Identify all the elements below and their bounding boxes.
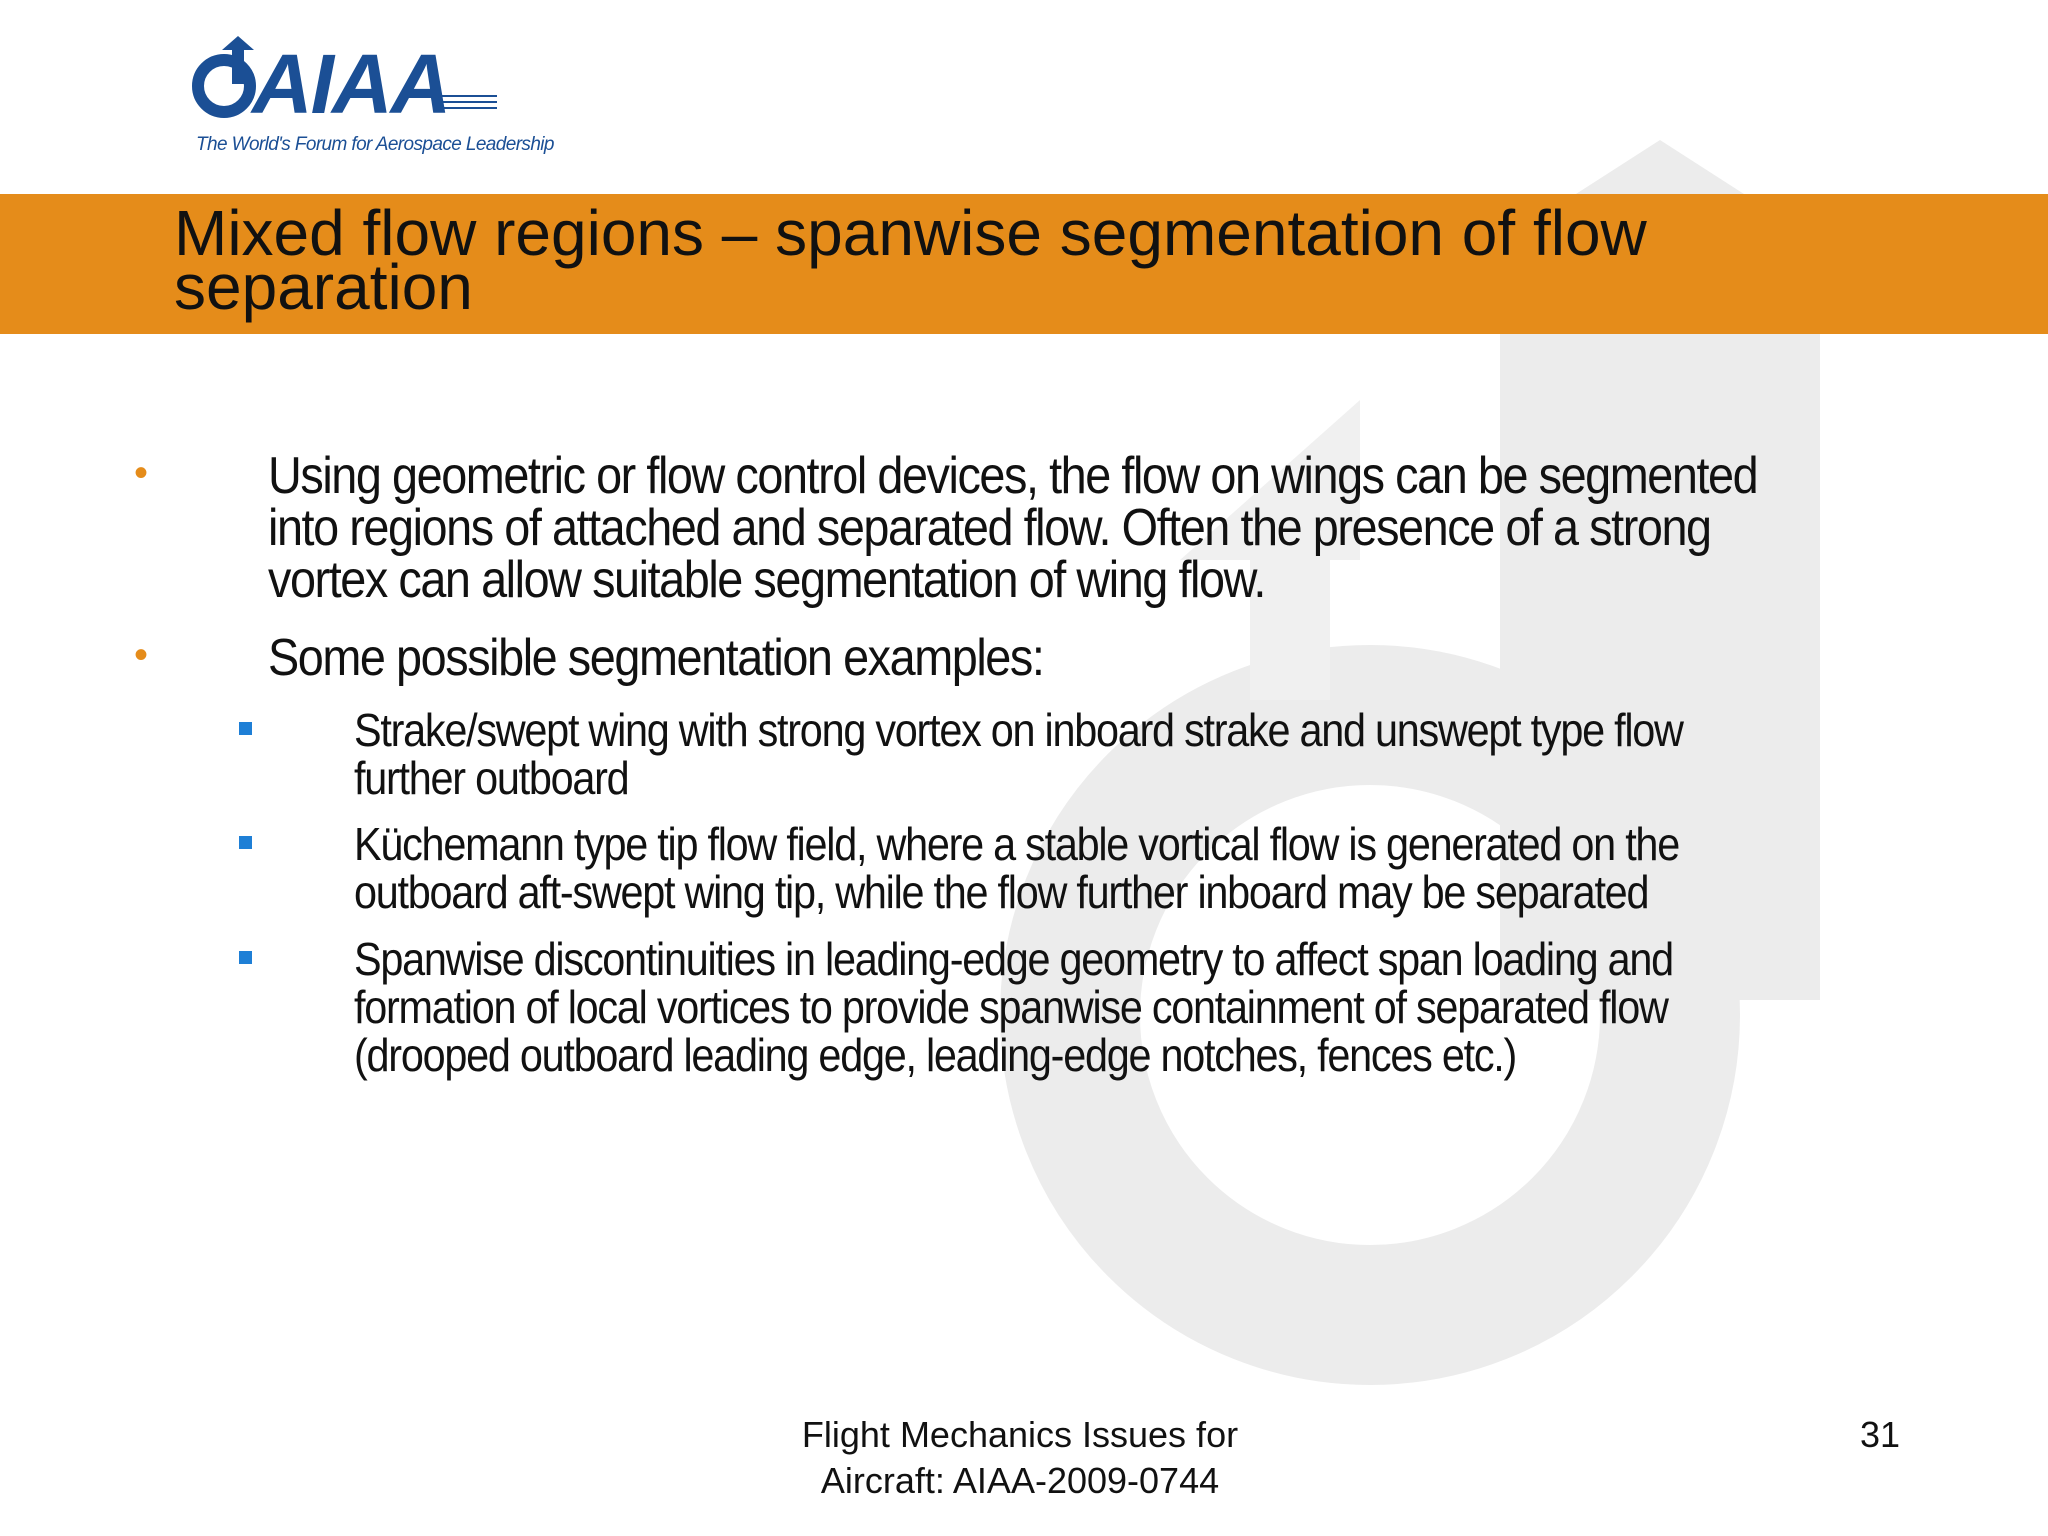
subbullet-line: further outboard bbox=[354, 752, 629, 804]
subbullet-line: Strake/swept wing with strong vortex on inboard strake and unswept type flow bbox=[354, 704, 1683, 756]
subbullet-text bbox=[354, 820, 1830, 916]
subbullet-marker bbox=[239, 836, 252, 849]
page-number: 31 bbox=[1859, 1414, 1900, 1455]
logo-wordmark: AIAA bbox=[252, 37, 450, 131]
logo-tagline: The World's Forum for Aerospace Leadership bbox=[196, 134, 554, 155]
footer-line-2: Aircraft: AIAA-2009-0744 bbox=[820, 1460, 1220, 1501]
footer-line-1: Flight Mechanics Issues for bbox=[801, 1414, 1239, 1455]
subbullet-line: formation of local vortices to provide spanwise containment of separated flow bbox=[354, 981, 1668, 1033]
title-line-2: separation bbox=[174, 251, 473, 323]
subbullet-line: Spanwise discontinuities in leading-edge geometry to affect span loading and bbox=[354, 933, 1673, 985]
subbullet-line: Küchemann type tip flow field, where a stable vortical flow is generated on the bbox=[354, 818, 1679, 870]
bullet-marker: • bbox=[134, 633, 149, 677]
bullet-line: Some possible segmentation examples: bbox=[268, 629, 1044, 687]
subbullet-text bbox=[354, 706, 1830, 802]
bullet-line: Using geometric or flow control devices, the flow on wings can be segmented bbox=[268, 447, 1758, 505]
subbullet-text bbox=[354, 935, 1830, 1079]
subbullet-marker bbox=[239, 722, 252, 735]
title-line-1: Mixed flow regions – spanwise segmentation of flow bbox=[174, 197, 1647, 269]
bullet-line: vortex can allow suitable segmentation of wing flow. bbox=[268, 551, 1265, 609]
subbullet-marker bbox=[239, 951, 252, 964]
bullet-marker: • bbox=[134, 451, 149, 495]
bullet-text bbox=[268, 447, 1888, 609]
subbullet-line: outboard aft-swept wing tip, while the flow further inboard may be separated bbox=[354, 866, 1649, 918]
bullet-text bbox=[268, 629, 1888, 687]
bullet-line: into regions of attached and separated flow. Often the presence of a strong bbox=[268, 499, 1711, 557]
footer-citation bbox=[660, 1412, 1380, 1504]
subbullet-line: (drooped outboard leading edge, leading-edge notches, fences etc.) bbox=[354, 1029, 1517, 1081]
